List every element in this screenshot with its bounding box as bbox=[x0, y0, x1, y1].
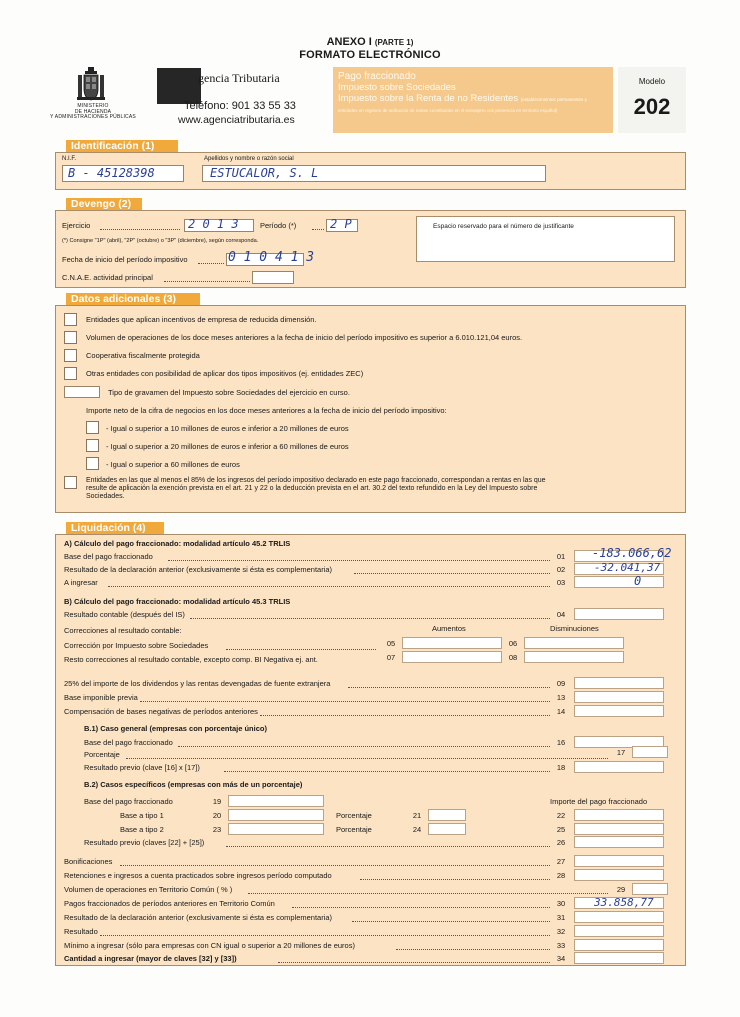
field-17[interactable] bbox=[632, 746, 668, 758]
field-20[interactable] bbox=[228, 809, 324, 821]
disminuciones-header: Disminuciones bbox=[550, 624, 599, 633]
field-18[interactable] bbox=[574, 761, 664, 773]
checkbox-10-20-millones[interactable] bbox=[86, 421, 99, 434]
row-13-label: Base imponible previa bbox=[64, 693, 138, 702]
spanish-coat-of-arms-icon bbox=[76, 66, 106, 102]
row-33-label: Mínimo a ingresar (sólo para empresas con CN igual o superior a 20 millones de euros) bbox=[64, 941, 355, 950]
a-row-label: Base del pago fraccionado bbox=[64, 552, 153, 561]
section-tab-datos: Datos adicionales (3) bbox=[66, 293, 200, 305]
agency-website: www.agenciatributaria.es bbox=[178, 114, 295, 126]
corr-is-label: Corrección por Impuesto sobre Sociedades bbox=[64, 641, 209, 650]
reserved-label: Espacio reservado para el número de justificante bbox=[433, 223, 574, 230]
modelo-box bbox=[618, 67, 686, 133]
item-reducida-dimension: Entidades que aplican incentivos de empresa de reducida dimensión. bbox=[86, 315, 317, 324]
form-title-annex bbox=[0, 36, 740, 48]
checkbox-85-por-ciento[interactable] bbox=[64, 476, 77, 489]
value-01: -183.066,62 bbox=[592, 546, 672, 560]
a-row-code: 03 bbox=[556, 578, 566, 587]
resto-corr-label: Resto correcciones al resultado contable, excepto comp. BI Negativa ej. ant. bbox=[64, 655, 318, 664]
item-85-line3: Sociedades. bbox=[86, 493, 125, 500]
ministry-name: MINISTERIO DE HACIENDA Y ADMINISTRACIONES PÚBLICAS bbox=[50, 103, 136, 121]
a-row-label: A ingresar bbox=[64, 578, 98, 587]
checkbox-volumen-operaciones[interactable] bbox=[64, 331, 77, 344]
field-21[interactable] bbox=[428, 809, 466, 821]
model-description-box bbox=[333, 67, 613, 133]
code-09: 09 bbox=[556, 679, 566, 688]
value-02: -32.041,37 bbox=[594, 561, 661, 574]
periodo-value: 2 P bbox=[330, 217, 352, 231]
field-28[interactable] bbox=[574, 869, 664, 881]
code-24: 24 bbox=[412, 825, 422, 834]
a-title: A) Cálculo del pago fraccionado: modalidad artículo 45.2 TRLIS bbox=[64, 539, 291, 548]
field-25[interactable] bbox=[574, 823, 664, 835]
row-14-label: Compensación de bases negativas de períodos anteriores bbox=[64, 707, 258, 716]
pct2-label: Porcentaje bbox=[336, 825, 372, 834]
periodo-label: Período (*) bbox=[260, 221, 297, 230]
checkbox-20-60-millones[interactable] bbox=[86, 439, 99, 452]
modelo-number: 202 bbox=[633, 94, 671, 119]
value-03: 0 bbox=[634, 574, 642, 588]
field-14[interactable] bbox=[574, 705, 664, 717]
row-32-label: Resultado bbox=[64, 927, 98, 936]
item-cooperativa: Cooperativa fiscalmente protegida bbox=[86, 351, 200, 360]
field-31[interactable] bbox=[574, 911, 664, 923]
model-title-is: Impuesto sobre Sociedades bbox=[338, 82, 456, 93]
field-26[interactable] bbox=[574, 836, 664, 848]
b2-title: B.2) Casos específicos (empresas con más de un porcentaje) bbox=[84, 780, 303, 789]
agency-telephone: Teléfono: 901 33 55 33 bbox=[184, 100, 296, 112]
tipo1-label: Base a tipo 1 bbox=[120, 811, 164, 820]
row-34-label: Cantidad a ingresar (mayor de claves [32] y [33]) bbox=[64, 954, 237, 963]
field-32[interactable] bbox=[574, 925, 664, 937]
b2-base-label: Base del pago fraccionado bbox=[84, 797, 173, 806]
field-24[interactable] bbox=[428, 823, 466, 835]
b1-porcentaje-label: Porcentaje bbox=[84, 750, 120, 759]
field-13[interactable] bbox=[574, 691, 664, 703]
b-resultado-code: 04 bbox=[556, 610, 566, 619]
code-19: 19 bbox=[212, 797, 222, 806]
row-28-label: Retenciones e ingresos a cuenta practicados sobre ingresos período computado bbox=[64, 871, 332, 880]
code-07: 07 bbox=[386, 653, 396, 662]
cnae-label: C.N.A.E. actividad principal bbox=[62, 273, 153, 282]
row-29-label: Volumen de operaciones en Territorio Común ( % ) bbox=[64, 885, 233, 894]
code-08: 08 bbox=[508, 653, 518, 662]
b-resultado-label: Resultado contable (después del IS) bbox=[64, 610, 185, 619]
field-08[interactable] bbox=[524, 651, 624, 663]
section-tab-liquidacion: Liquidación (4) bbox=[66, 522, 164, 534]
checkbox-reducida-dimension[interactable] bbox=[64, 313, 77, 326]
pct1-label: Porcentaje bbox=[336, 811, 372, 820]
field-06[interactable] bbox=[524, 637, 624, 649]
row-09-label: 25% del importe de los dividendos y las rentas devengadas de fuente extranjera bbox=[64, 679, 331, 688]
checkbox-cooperativa[interactable] bbox=[64, 349, 77, 362]
field-03[interactable] bbox=[574, 576, 664, 588]
checkbox-60-millones[interactable] bbox=[86, 457, 99, 470]
code-13: 13 bbox=[556, 693, 566, 702]
model-title-irnr: Impuesto sobre la Renta de no Residentes (establecimientos permanentes y bbox=[338, 93, 587, 104]
b2-resultado-label: Resultado previo (claves [22] + [25]) bbox=[84, 838, 205, 847]
section-tab-identificacion: Identificación (1) bbox=[66, 140, 178, 152]
item-importe-neto: Importe neto de la cifra de negocios en los doce meses anteriores a la fecha de inicio del período impositivo: bbox=[86, 406, 447, 415]
fecha-label: Fecha de inicio del período impositivo bbox=[62, 255, 188, 264]
code-33: 33 bbox=[556, 941, 566, 950]
code-32: 32 bbox=[556, 927, 566, 936]
field-34[interactable] bbox=[574, 952, 664, 964]
checkbox-dos-tipos[interactable] bbox=[64, 367, 77, 380]
item-60-millones: - Igual o superior a 60 millones de euros bbox=[106, 460, 240, 469]
field-05[interactable] bbox=[402, 637, 502, 649]
b1-resultado-label: Resultado previo (clave [16] x [17]) bbox=[84, 763, 200, 772]
code-06: 06 bbox=[508, 639, 518, 648]
value-30: 33.858,77 bbox=[594, 896, 654, 909]
a-row-code: 02 bbox=[556, 565, 566, 574]
code-30: 30 bbox=[556, 899, 566, 908]
code-25: 25 bbox=[556, 825, 566, 834]
item-85-line2: resulte de aplicación la exención prevista en el art. 21 y 22 o la deducción prevista en el art. 30.2 del texto refundido en la Ley del Impuesto sobre bbox=[86, 485, 538, 492]
field-33[interactable] bbox=[574, 939, 664, 951]
tipo2-label: Base a tipo 2 bbox=[120, 825, 164, 834]
section-datos-adicionales bbox=[55, 305, 686, 513]
field-19[interactable] bbox=[228, 795, 324, 807]
correcciones-label: Correcciones al resultado contable: bbox=[64, 626, 182, 635]
section-liquidacion bbox=[55, 534, 686, 966]
row-31-label: Resultado de la declaración anterior (exclusivamente si ésta es complementaria) bbox=[64, 913, 333, 922]
row-30-label: Pagos fraccionados de períodos anteriores en Territorio Común bbox=[64, 899, 275, 908]
field-09[interactable] bbox=[574, 677, 664, 689]
item-dos-tipos: Otras entidades con posibilidad de aplicar dos tipos impositivos (ej. entidades ZEC) bbox=[86, 369, 364, 378]
code-14: 14 bbox=[556, 707, 566, 716]
code-21: 21 bbox=[412, 811, 422, 820]
modelo-label: Modelo bbox=[638, 77, 666, 86]
field-04[interactable] bbox=[574, 608, 664, 620]
code-26: 26 bbox=[556, 838, 566, 847]
a-row-code: 01 bbox=[556, 552, 566, 561]
annex-part: (PARTE 1) bbox=[374, 38, 414, 47]
field-07[interactable] bbox=[402, 651, 502, 663]
code-17: 17 bbox=[616, 748, 626, 757]
importe-header: Importe del pago fraccionado bbox=[550, 797, 648, 806]
fecha-value: 0 1 0 4 1 3 bbox=[228, 250, 315, 265]
code-20: 20 bbox=[212, 811, 222, 820]
code-34: 34 bbox=[556, 954, 566, 963]
section-identificacion bbox=[55, 152, 686, 190]
name-value: ESTUCALOR, S. L bbox=[210, 166, 319, 180]
agency-name: gencia Tributaria bbox=[198, 71, 280, 85]
b1-base-label: Base del pago fraccionado bbox=[84, 738, 173, 747]
code-18: 18 bbox=[556, 763, 566, 772]
code-23: 23 bbox=[212, 825, 222, 834]
b-title: B) Cálculo del pago fraccionado: modalidad artículo 45.3 TRLIS bbox=[64, 597, 291, 606]
code-22: 22 bbox=[556, 811, 566, 820]
row-27-label: Bonificaciones bbox=[64, 857, 113, 866]
model-fine-print: entidades en régimen de atribución de rentas constituidas en el extranjero con presencia en territorio español) bbox=[338, 108, 558, 113]
item-85-line1: Entidades en las que al menos el 85% de los ingresos del período impositivo declarado en este pago fraccionado, correspondan a rentas en las que bbox=[86, 477, 546, 484]
ejercicio-value: 2 0 1 3 bbox=[188, 217, 239, 231]
field-27[interactable] bbox=[574, 855, 664, 867]
a-row-label: Resultado de la declaración anterior (exclusivamente si ésta es complementaria) bbox=[64, 565, 333, 574]
reserved-justificante-box bbox=[416, 216, 675, 262]
redacted-logo bbox=[157, 68, 201, 104]
field-22[interactable] bbox=[574, 809, 664, 821]
item-tipo-gravamen: Tipo de gravamen del Impuesto sobre Sociedades del ejercicio en curso. bbox=[108, 388, 350, 397]
annex-title: ANEXO I bbox=[326, 36, 372, 48]
code-29: 29 bbox=[616, 885, 626, 894]
section-tab-devengo: Devengo (2) bbox=[66, 198, 142, 210]
code-31: 31 bbox=[556, 913, 566, 922]
ejercicio-label: Ejercicio bbox=[62, 221, 91, 230]
model-title-payment: Pago fraccionado bbox=[338, 71, 416, 82]
code-16: 16 bbox=[556, 738, 566, 747]
item-volumen-operaciones: Volumen de operaciones de los doce meses anteriores a la fecha de inicio del período impositivo es superior a 6.010.121,04 euros. bbox=[86, 333, 523, 342]
aumentos-header: Aumentos bbox=[432, 624, 466, 633]
nif-value: B - 45128398 bbox=[68, 166, 155, 180]
nif-label: N.I.F. bbox=[62, 156, 77, 162]
form-title-format: FORMATO ELECTRÓNICO bbox=[299, 49, 441, 61]
field-29[interactable] bbox=[632, 883, 668, 895]
b1-title: B.1) Caso general (empresas con porcentaje único) bbox=[84, 724, 267, 733]
item-20-60-millones: - Igual o superior a 20 millones de euros e inferior a 60 millones de euros bbox=[106, 442, 349, 451]
periodo-note: (*) Consigne "1P" (abril), "2P" (octubre) o "3P" (diciembre), según corresponda. bbox=[62, 238, 259, 244]
name-label: Apellidos y nombre o razón social bbox=[204, 156, 294, 162]
code-28: 28 bbox=[556, 871, 566, 880]
code-05: 05 bbox=[386, 639, 396, 648]
cnae-field[interactable] bbox=[252, 271, 294, 284]
code-27: 27 bbox=[556, 857, 566, 866]
field-23[interactable] bbox=[228, 823, 324, 835]
tipo-gravamen-field[interactable] bbox=[64, 386, 100, 398]
item-10-20-millones: - Igual o superior a 10 millones de euros e inferior a 20 millones de euros bbox=[106, 424, 349, 433]
